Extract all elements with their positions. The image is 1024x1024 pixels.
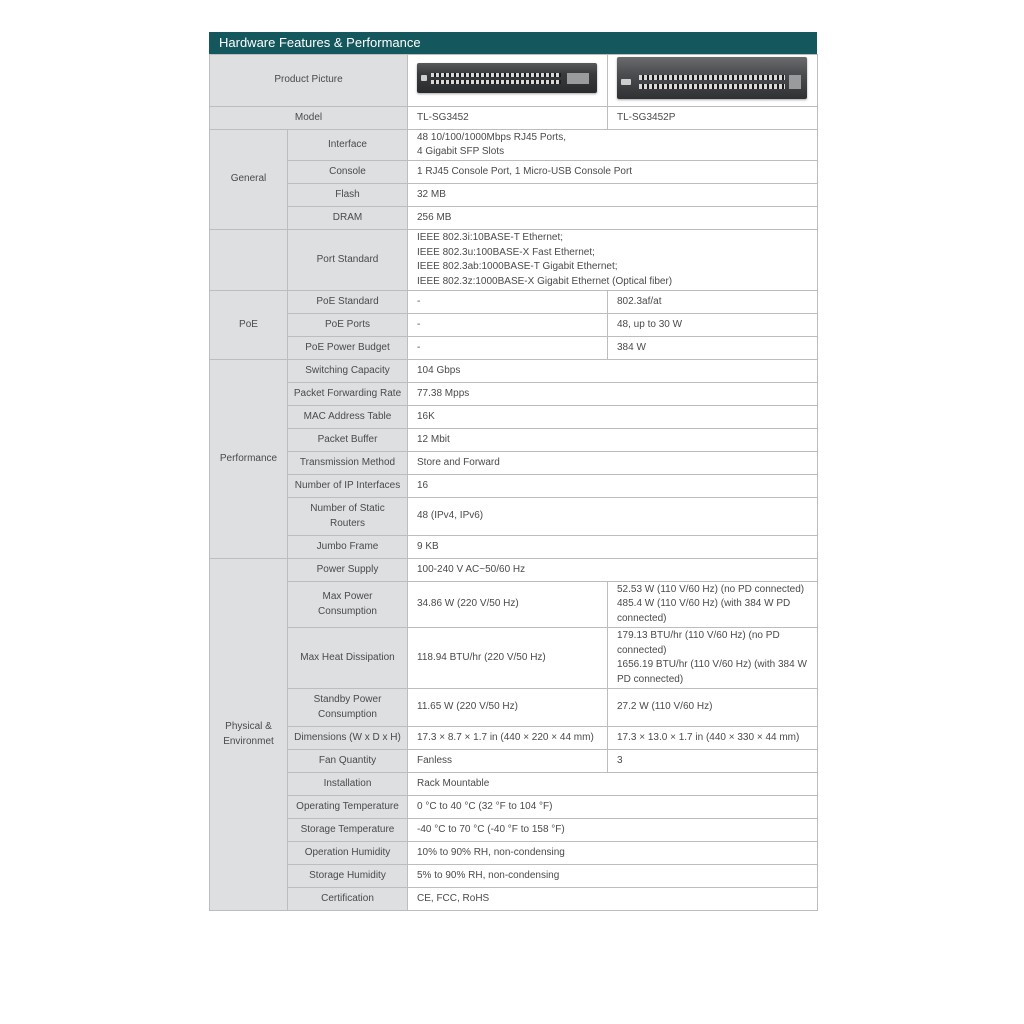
row-label: Transmission Method — [288, 452, 408, 475]
row-value: 5% to 90% RH, non-condensing — [408, 865, 818, 888]
table-row — [210, 130, 818, 161]
row-label: DRAM — [288, 207, 408, 230]
table-row — [210, 475, 818, 498]
table-row — [210, 582, 818, 628]
row-value: IEEE 802.3i:10BASE-T Ethernet; IEEE 802.3u:100BASE-X Fast Ethernet; IEEE 802.3ab:1000BASE-T Gigabit Ethernet; IEEE 802.3z:1000BASE-X Gigabit Ethernet (Optical fiber) — [408, 230, 818, 291]
row-value-a: Fanless — [408, 750, 608, 773]
model-a: TL-SG3452 — [408, 107, 608, 130]
product-image-cell — [608, 55, 818, 107]
row-value-b: 179.13 BTU/hr (110 V/60 Hz) (no PD connected) 1656.19 BTU/hr (110 V/60 Hz) (with 384 W PD connected) — [608, 628, 818, 689]
row-label: Console — [288, 161, 408, 184]
row-label: Max Heat Dissipation — [288, 628, 408, 689]
table-row — [210, 207, 818, 230]
row-label: PoE Power Budget — [288, 337, 408, 360]
table-row — [210, 689, 818, 727]
row-label: Jumbo Frame — [288, 536, 408, 559]
row-value: Rack Mountable — [408, 773, 818, 796]
product-image-cell — [408, 55, 608, 107]
table-row — [210, 291, 818, 314]
row-value: 48 10/100/1000Mbps RJ45 Ports, 4 Gigabit SFP Slots — [408, 130, 818, 161]
row-label: Dimensions (W x D x H) — [288, 727, 408, 750]
table-row — [210, 559, 818, 582]
table-row — [210, 796, 818, 819]
table-row — [210, 230, 818, 291]
row-value: 32 MB — [408, 184, 818, 207]
row-label: Packet Buffer — [288, 429, 408, 452]
row-label: PoE Ports — [288, 314, 408, 337]
row-label: Packet Forwarding Rate — [288, 383, 408, 406]
row-value: 10% to 90% RH, non-condensing — [408, 842, 818, 865]
row-label: Certification — [288, 888, 408, 911]
row-label: Operation Humidity — [288, 842, 408, 865]
row-value: 16K — [408, 406, 818, 429]
table-row — [210, 888, 818, 911]
row-value-a: - — [408, 337, 608, 360]
row-label: Installation — [288, 773, 408, 796]
row-value: 104 Gbps — [408, 360, 818, 383]
table-row — [210, 55, 818, 107]
row-label: Max Power Consumption — [288, 582, 408, 628]
table-row — [210, 337, 818, 360]
row-value-a: 118.94 BTU/hr (220 V/50 Hz) — [408, 628, 608, 689]
row-value-b: 802.3af/at — [608, 291, 818, 314]
table-row — [210, 107, 818, 130]
table-row — [210, 360, 818, 383]
table-row — [210, 383, 818, 406]
table-row — [210, 750, 818, 773]
row-label: Operating Temperature — [288, 796, 408, 819]
row-label: Standby Power Consumption — [288, 689, 408, 727]
row-value: 12 Mbit — [408, 429, 818, 452]
row-label: Interface — [288, 130, 408, 161]
row-label: Number of Static Routers — [288, 498, 408, 536]
table-row — [210, 161, 818, 184]
row-label: MAC Address Table — [288, 406, 408, 429]
table-row — [210, 842, 818, 865]
table-row — [210, 727, 818, 750]
row-value: 1 RJ45 Console Port, 1 Micro-USB Console Port — [408, 161, 818, 184]
group-general: General — [210, 130, 288, 230]
row-value-b: 384 W — [608, 337, 818, 360]
row-value: 0 °C to 40 °C (32 °F to 104 °F) — [408, 796, 818, 819]
table-row — [210, 406, 818, 429]
row-value: 77.38 Mpps — [408, 383, 818, 406]
product-picture-label: Product Picture — [210, 55, 408, 107]
switch-image-icon — [417, 63, 597, 93]
row-label: Fan Quantity — [288, 750, 408, 773]
row-value-b: 27.2 W (110 V/60 Hz) — [608, 689, 818, 727]
table-row — [210, 628, 818, 689]
row-label: Storage Humidity — [288, 865, 408, 888]
table-row — [210, 184, 818, 207]
row-label: PoE Standard — [288, 291, 408, 314]
row-value-b: 17.3 × 13.0 × 1.7 in (440 × 330 × 44 mm) — [608, 727, 818, 750]
poe-switch-image-icon — [617, 57, 807, 99]
row-label: Port Standard — [288, 230, 408, 291]
row-value: 256 MB — [408, 207, 818, 230]
row-value: CE, FCC, RoHS — [408, 888, 818, 911]
table-row — [210, 819, 818, 842]
spec-sheet — [209, 32, 817, 911]
row-value-a: - — [408, 314, 608, 337]
row-value-b: 52.53 W (110 V/60 Hz) (no PD connected) 485.4 W (110 V/60 Hz) (with 384 W PD connected) — [608, 582, 818, 628]
group-empty — [210, 230, 288, 291]
row-label: Switching Capacity — [288, 360, 408, 383]
table-row — [210, 429, 818, 452]
group-physical: Physical & Environmet — [210, 559, 288, 911]
row-value-a: - — [408, 291, 608, 314]
spec-table — [209, 54, 818, 911]
table-row — [210, 314, 818, 337]
model-label: Model — [210, 107, 408, 130]
row-value-b: 3 — [608, 750, 818, 773]
table-row — [210, 536, 818, 559]
row-label: Storage Temperature — [288, 819, 408, 842]
row-value: 9 KB — [408, 536, 818, 559]
row-value: 100-240 V AC~50/60 Hz — [408, 559, 818, 582]
table-row — [210, 773, 818, 796]
row-value: -40 °C to 70 °C (-40 °F to 158 °F) — [408, 819, 818, 842]
table-row — [210, 865, 818, 888]
row-value-a: 34.86 W (220 V/50 Hz) — [408, 582, 608, 628]
section-title: Hardware Features & Performance — [209, 32, 817, 54]
table-row — [210, 498, 818, 536]
row-label: Number of IP Interfaces — [288, 475, 408, 498]
group-performance: Performance — [210, 360, 288, 559]
row-value: 16 — [408, 475, 818, 498]
row-value-b: 48, up to 30 W — [608, 314, 818, 337]
row-value-a: 11.65 W (220 V/50 Hz) — [408, 689, 608, 727]
model-b: TL-SG3452P — [608, 107, 818, 130]
group-poe: PoE — [210, 291, 288, 360]
row-label: Power Supply — [288, 559, 408, 582]
row-label: Flash — [288, 184, 408, 207]
row-value: Store and Forward — [408, 452, 818, 475]
row-value-a: 17.3 × 8.7 × 1.7 in (440 × 220 × 44 mm) — [408, 727, 608, 750]
table-row — [210, 452, 818, 475]
row-value: 48 (IPv4, IPv6) — [408, 498, 818, 536]
